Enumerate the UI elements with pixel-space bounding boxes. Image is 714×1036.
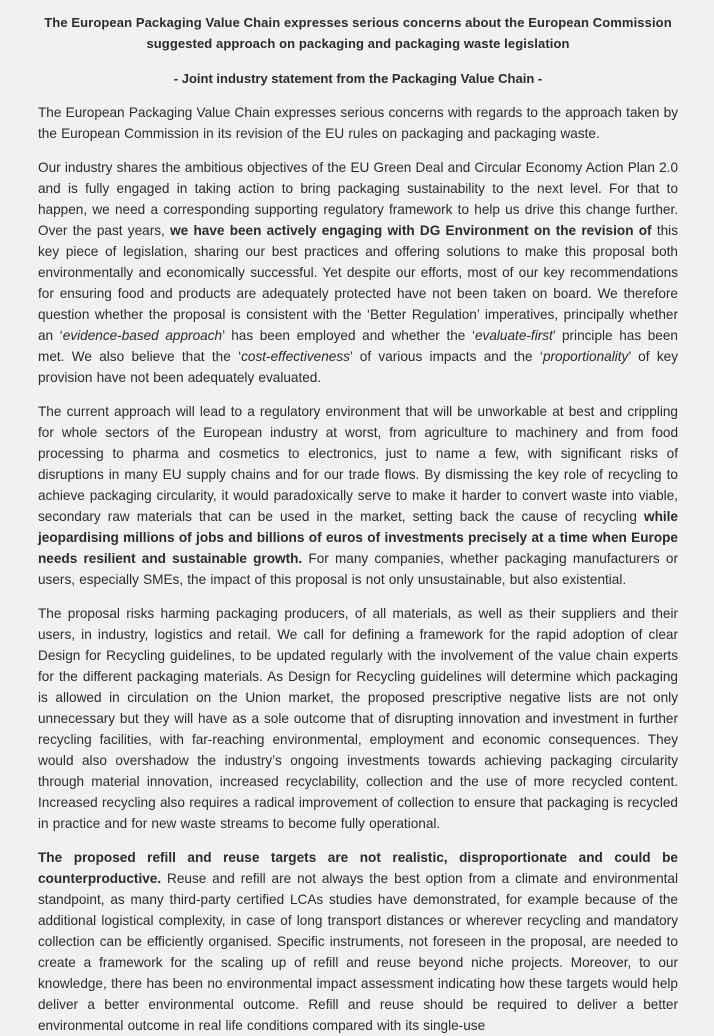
paragraph-current-approach	[38, 401, 678, 590]
text-run: The proposal risks harming packaging producers, of all materials, as well as their suppliers and their users, in industry, logistics and retail. We call for defining a framework for the rapid adoption of clear Design for Recycling guidelines, to be updated regularly with the involvement of the value chain experts for the different packaging materials. As Design for Recycling guidelines will determine which packaging is allowed in circulation on the Union market, the proposed prescriptive negative lists are not only unnecessary but they will have as a sole outcome that of disrupting innovation and investment in further recycling facilities, with far-reaching environmental, employment and economic consequences. They would also overshadow the industry’s ongoing investments towards achieving packaging circularity through material innovation, increased recyclability, collection and the use of more recycled content. Increased recycling also requires a radical improvement of collection to ensure that packaging is recycled in practice and for new waste streams to become fully operational.	[38, 606, 678, 831]
text-run: ’ principle has been met. We also believe that the ‘	[38, 328, 678, 364]
paragraph-refill-reuse	[38, 847, 678, 1036]
text-run: ’ has been employed and whether the ‘	[222, 328, 475, 343]
text-run: proportionality	[542, 349, 629, 364]
text-run: ’ of key provision have not been adequately evaluated.	[38, 349, 678, 385]
text-run: this key piece of legislation, sharing our best practices and offering solutions to make this proposal both environmentally and economically successful. Yet despite our efforts, most of our key recommendations for ensuring food and products are adequately protected have not been taken on board. We therefore question whether the proposal is consistent with the ‘Better Regulation’ imperatives, principally whether an ‘	[38, 223, 678, 343]
text-run: we have been actively engaging with DG Environment on the revision of	[170, 223, 652, 238]
document-subtitle: - Joint industry statement from the Packaging Value Chain -	[173, 71, 543, 86]
text-run: ’ of various impacts and the ‘	[349, 349, 543, 364]
text-run: cost-effectiveness	[241, 349, 350, 364]
text-run: Our industry shares the ambitious objectives of the EU Green Deal and Circular Economy Action Plan 2.0 and is fully engaged in taking action to bring packaging sustainability to the next level. For that to happen, we need a corresponding supporting regulatory framework to help us drive this change further. Over the past years,	[38, 160, 678, 238]
document-title: The European Packaging Value Chain expresses serious concerns about the European Commission suggested approach on packaging and packaging waste legislation	[44, 15, 672, 51]
paragraph-design-for-recycling	[38, 603, 678, 834]
text-run: evaluate-first	[475, 328, 553, 343]
paragraph-intro	[38, 102, 678, 144]
paragraph-better-regulation	[38, 157, 678, 388]
text-run: The European Packaging Value Chain expresses serious concerns with regards to the approach taken by the European Commission in its revision of the EU rules on packaging and packaging waste.	[38, 105, 678, 141]
text-run: The current approach will lead to a regulatory environment that will be unworkable at best and crippling for whole sectors of the European industry at worst, from agriculture to machinery and from food processing to pharma and cosmetics to electronics, just to name a few, with significant risks of disruptions in many EU supply chains and for our trade flows. By dismissing the key role of recycling to achieve packaging circularity, it would paradoxically serve to make it harder to convert waste into viable, secondary raw materials that can be used in the market, setting back the cause of recycling	[38, 404, 678, 524]
text-run: For many companies, whether packaging manufacturers or users, especially SMEs, the impact of this proposal is not only unsustainable, but also existential.	[38, 551, 678, 587]
text-run: Reuse and refill are not always the best option from a climate and environmental standpoint, as many third-party certified LCAs studies have demonstrated, for example because of the additional logistical complexity, in case of long transport distances or wherever recycling and mandatory collection can be efficiently organised. Specific instruments, not foreseen in the proposal, are needed to create a framework for the scaling up of refill and reuse beyond niche projects. Moreover, to our knowledge, there has been no environmental impact assessment indicating how these targets would help deliver a better environmental outcome. Refill and reuse should be required to deliver a better environmental outcome in real life conditions compared with its single-use	[38, 871, 678, 1033]
text-run: while jeopardising millions of jobs and billions of euros of investments precisely at a time when Europe needs resilient and sustainable growth.	[38, 509, 678, 566]
text-run: The proposed refill and reuse targets are not realistic, disproportionate and could be counterproductive.	[38, 850, 678, 886]
text-run: evidence-based approach	[62, 328, 223, 343]
